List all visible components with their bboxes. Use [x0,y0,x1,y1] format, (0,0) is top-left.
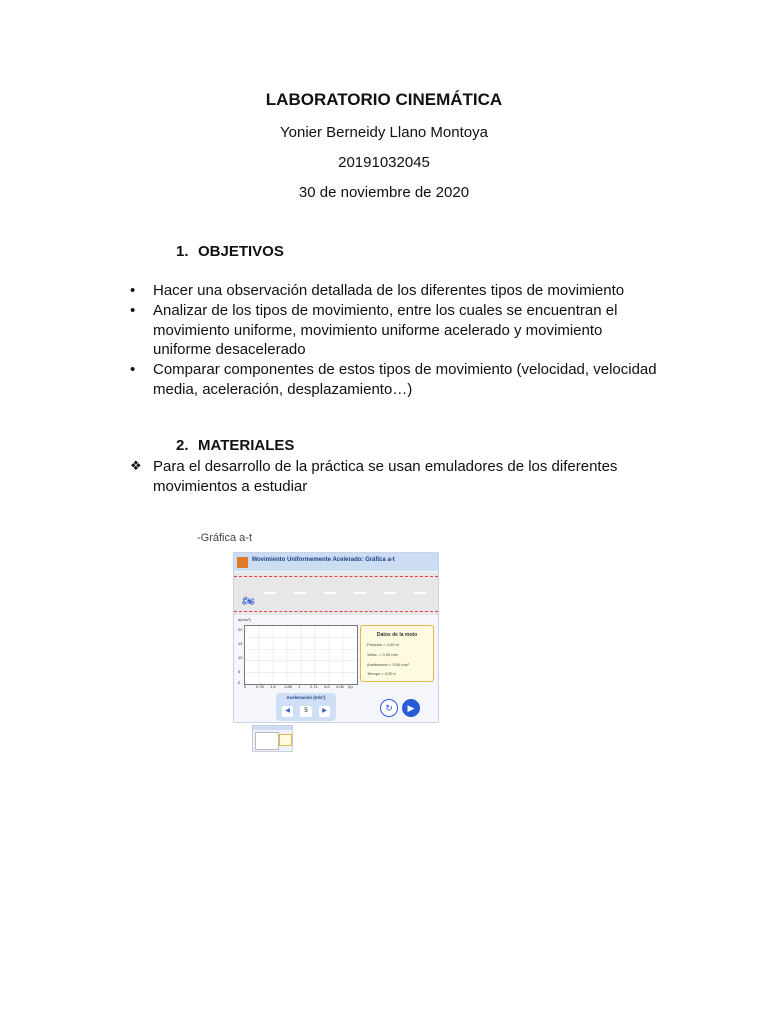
x-tick: 4.6 [324,684,330,689]
y-tick: 5 [238,669,241,674]
section-number-materiales: 2. [176,437,189,454]
x-tick: 0 [244,684,247,689]
simulator-title: Movimiento Uniformemente Acelerado: Gráfica a-t [252,557,395,563]
info-row: Posición = 0,00 m [367,642,399,647]
bullet-dot: • [130,361,136,378]
bullet-dot: • [130,302,136,319]
y-tick: 10 [238,655,243,660]
objetivo-2-line-3: uniforme desacelerado [153,341,306,358]
lane-mark [294,592,306,594]
simulator-screenshot [233,552,439,723]
bullet-dot: • [130,282,136,299]
materiales-line-1: Para el desarrollo de la práctica se usan emuladores de los diferentes [153,458,618,475]
thumbnail-info [279,734,292,746]
simulator-thumbnail [252,725,293,752]
info-row: Veloc. = 0,00 m/s [367,652,398,657]
x-tick: 1 [298,684,301,689]
objetivo-3-line-1: Comparar componentes de estos tipos de movimiento (velocidad, velocidad [153,361,657,378]
play-icon[interactable]: ▶ [402,699,420,717]
simulator-logo-icon [237,557,248,568]
road-edge-bottom [234,611,438,612]
y-tick: 20 [238,627,243,632]
motorcycle-data-panel [360,625,434,682]
objetivo-1: Hacer una observación detallada de los diferentes tipos de movimiento [153,282,625,299]
y-axis-label: a(m/s²) [238,617,251,622]
acceleration-label: Aceleración (m/s²) [286,695,326,700]
author-name: Yonier Berneidy Llano Montoya [280,124,488,141]
diamond-bullet-icon: ❖ [130,458,142,473]
thumbnail-plot [255,732,279,750]
road-edge-top [234,576,438,577]
acceleration-value: 5 [300,706,312,717]
figure-caption: -Gráfica a-t [197,532,253,544]
motorcycle-icon: 🏍 [242,596,255,607]
y-tick: 15 [238,641,243,646]
x-tick: 4.06 [336,684,344,689]
x-tick: 2.71 [310,684,318,689]
student-id: 20191032045 [338,154,430,171]
objetivo-2-line-1: Analizar de los tipos de movimiento, entre los cuales se encuentran el [153,302,618,319]
lane-mark [324,592,336,594]
acceleration-control [276,693,336,721]
section-number-objetivos: 1. [176,243,189,260]
info-row: Aceleración = 5,00 m/s² [367,662,410,667]
x-tick: 0.76 [256,684,264,689]
x-tick: (s) [348,684,353,689]
document-date: 30 de noviembre de 2020 [298,184,470,201]
objetivo-3-line-2: media, aceleración, desplazamiento…) [153,380,413,398]
x-tick: 1.88 [284,684,292,689]
thumbnail-header [253,726,292,730]
increase-acceleration-button[interactable]: ▶ [319,706,330,717]
chart-plot-area [244,625,358,685]
info-row: Tiempo = 0,00 s [367,671,396,676]
lane-mark [414,592,426,594]
info-title: Datos de la moto [376,632,418,638]
objetivo-2-line-2: movimiento uniforme, movimiento uniforme acelerado y movimiento [153,321,603,339]
lane-mark [264,592,276,594]
lane-mark [354,592,366,594]
reset-icon[interactable]: ↻ [380,699,398,717]
document-title: LABORATORIO CINEMÁTICA [265,90,503,109]
lane-mark [384,592,396,594]
materiales-line-2: movimientos a estudiar [153,477,308,495]
section-title-materiales: MATERIALES [198,437,295,454]
decrease-acceleration-button[interactable]: ◀ [282,706,293,717]
y-tick: 0 [238,680,241,685]
x-tick: 1.6 [270,684,276,689]
section-title-objetivos: OBJETIVOS [198,243,284,260]
